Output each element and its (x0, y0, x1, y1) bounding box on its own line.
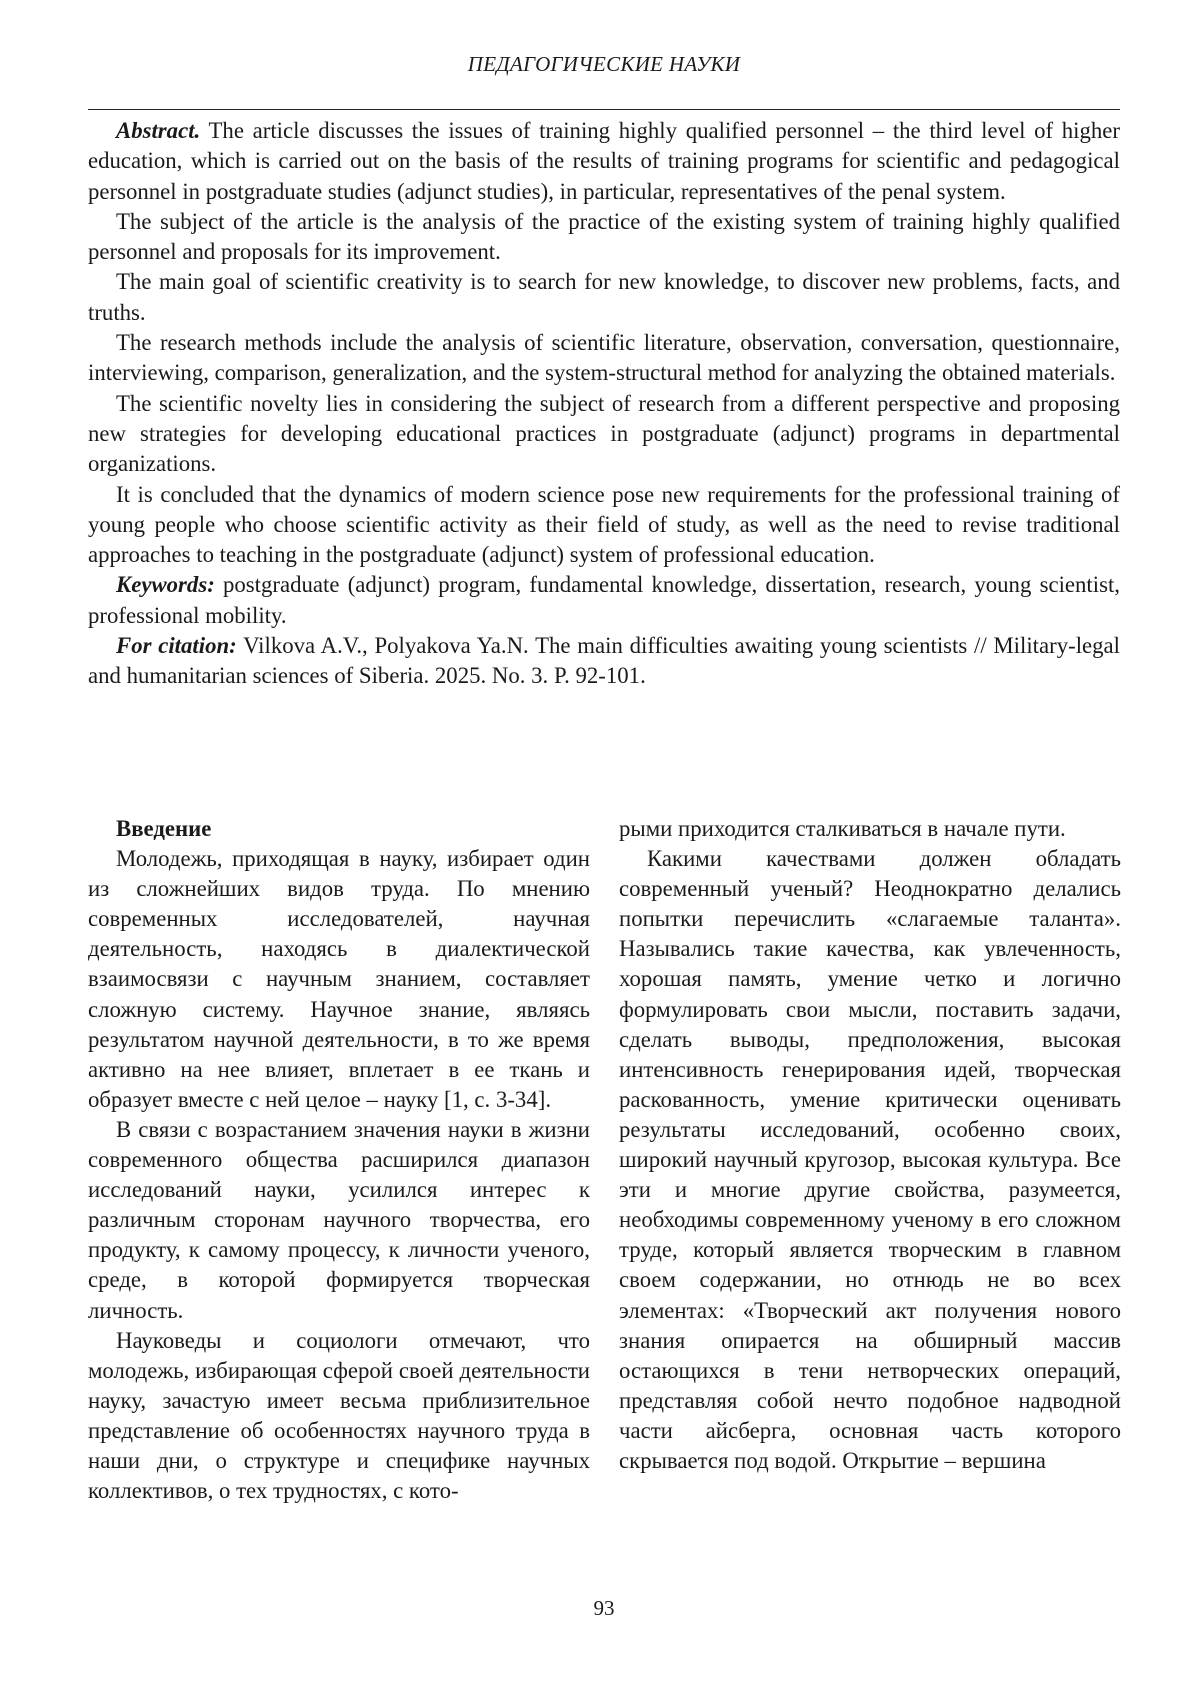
body-paragraph: Молодежь, приходящая в науку, избирает один из сложнейших видов труда. По мнению современных исследователей, научная деятельность, находясь в диалектической взаимосвязи с научным знанием, составляет сложную систему. Научное знание, являясь результатом научной деятельности, в то же время активно на нее влияет, вплетает в ее ткань и образует вместе с ней целое – науку [1, с. 3-34]. (88, 846, 590, 1112)
section-heading: Введение (116, 816, 212, 841)
body-paragraph: Какими качествами должен обладать современный ученый? Неоднократно делались попытки перечислить «слагаемые таланта». Назывались такие качества, как увлеченность, хорошая память, умение четко и логично формулировать свои мысли, поставить задачи, сделать выводы, предположения, высокая интенсивность генерирования идей, творческая раскованность, умение критически оценивать результаты исследований, особенно своих, широкий научный кругозор, высокая культура. Все эти и многие другие свойства, разумеется, необходимы современному ученому в его сложном труде, который является творческим в главном своем содержании, но отнюдь не во всех элементах: «Творческий акт получения нового знания опирается на обширный массив остающихся в тени нетворческих операций, представляя собой нечто подобное надводной части айсберга, основная часть которого скрывается под водой. Открытие – вершина (619, 846, 1121, 1473)
abstract-subject: The subject of the article is the analysis of the practice of the existing system of training highly qualified personnel and proposals for its improvement. (88, 208, 1120, 265)
abstract-conclusion: It is concluded that the dynamics of modern science pose new requirements for the professional training of young people who choose scientific activity as their field of study, as well as the need to revise traditional approaches to teaching in the postgraduate (adjunct) system of professional education. (88, 481, 1120, 568)
abstract-novelty: The scientific novelty lies in considering the subject of research from a different perspective and proposing new strategies for developing educational practices in postgraduate (adjunct) programs in departmental organizations. (88, 390, 1120, 477)
page-number: 93 (593, 1596, 615, 1620)
body-paragraph: Науковеды и социологи отмечают, что молодежь, избирающая сферой своей деятельности науку, зачастую имеет весьма приблизительное представление об особенностях научного труда в наши дни, о структуре и специфике научных коллективов, о тех трудностях, с кото- (88, 1327, 590, 1504)
citation-label: For citation: (116, 633, 237, 659)
abstract-block (88, 116, 1120, 692)
abstract-goal: The main goal of scientific creativity is to search for new knowledge, to discover new problems, facts, and truths. (88, 269, 1120, 325)
right-column (619, 814, 1121, 1476)
body-paragraph-continuation: рыми приходится сталкиваться в начале пути. (619, 816, 1066, 841)
abstract-text: The article discusses the issues of training highly qualified personnel – the third level of higher education, which is carried out on the basis of the results of training programs for scientific and pedagogical personnel in postgraduate studies (adjunct studies), in particular, representatives of the penal system. (88, 118, 1120, 204)
citation-paragraph (88, 631, 1120, 692)
keywords-label: Keywords: (116, 572, 215, 598)
running-header: ПЕДАГОГИЧЕСКИЕ НАУКИ (467, 52, 741, 76)
body-paragraph: В связи с возрастанием значения науки в жизни современного общества расширился диапазон исследований науки, усилился интерес к различным сторонам научного творчества, его продукту, к самому процессу, к личности ученого, среде, в которой формируется творческая личность. (88, 1116, 590, 1323)
abstract-label: Abstract. (116, 118, 201, 143)
header-rule (88, 109, 1120, 110)
keywords-text: postgraduate (adjunct) program, fundamental knowledge, dissertation, research, young scientist, professional mobility. (88, 572, 1120, 628)
abstract-methods: The research methods include the analysis of scientific literature, observation, conversation, questionnaire, interviewing, comparison, generalization, and the system-structural method for analyzing the obtained materials. (88, 330, 1120, 386)
citation-text: Vilkova A.V., Polyakova Ya.N. The main difficulties awaiting young scientists // Military-legal and humanitarian sciences of Siberia. 2025. No. 3. P. 92-101. (88, 633, 1120, 689)
keywords-paragraph (88, 570, 1120, 631)
abstract-paragraph (88, 116, 1120, 207)
left-column (88, 814, 590, 1506)
